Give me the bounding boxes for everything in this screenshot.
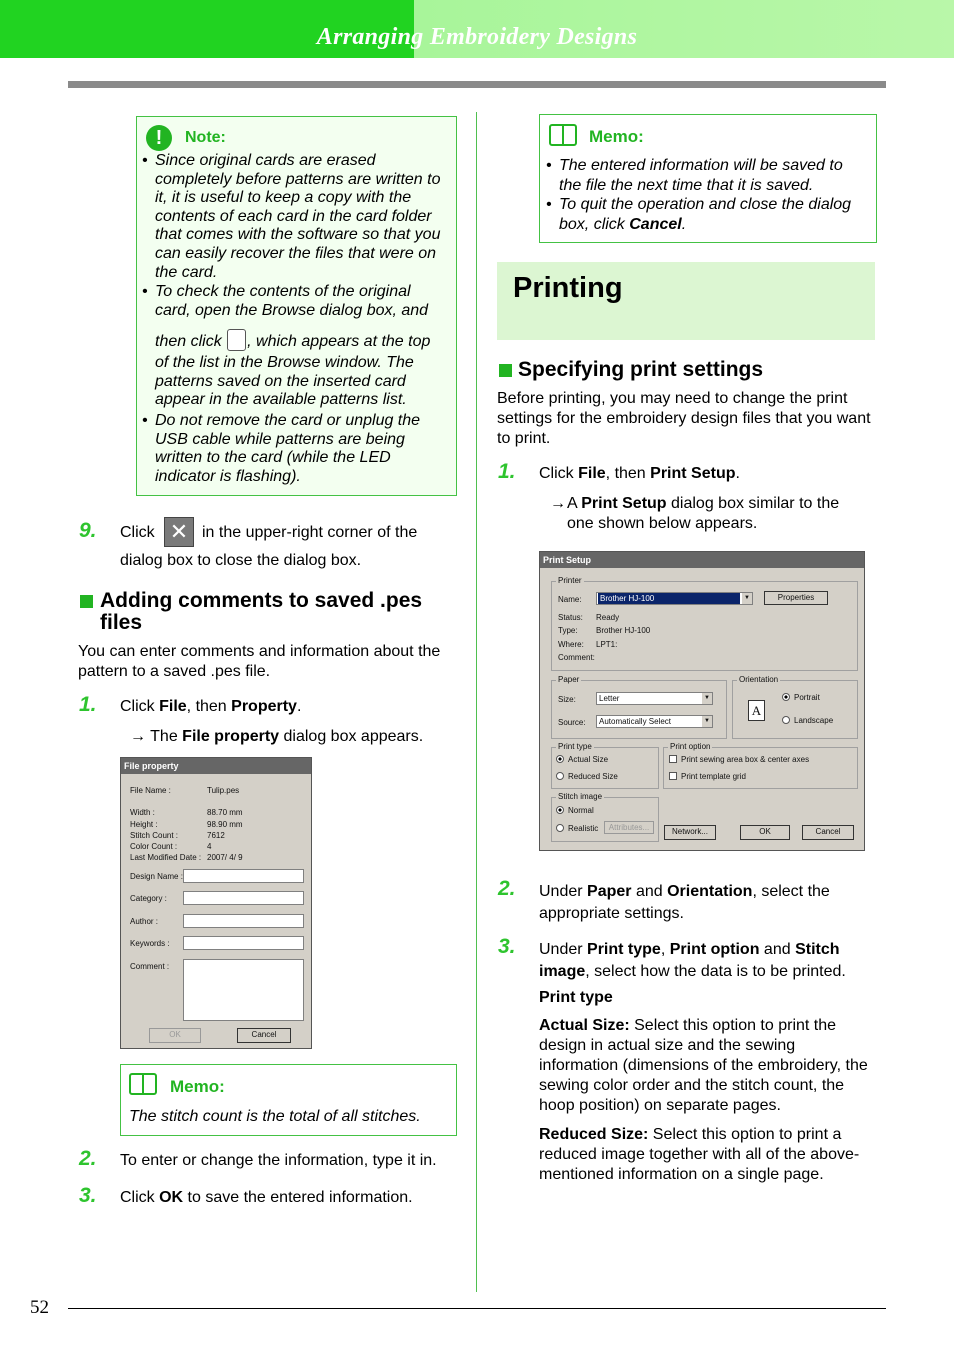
section-title-comments: Adding comments to saved .pes files (100, 589, 423, 634)
step-3-text-right: Under Print type, Print option and Stitch image, select how the data is to be printed. (539, 941, 846, 980)
printer-name-select[interactable]: Brother HJ-100 ▼ (596, 592, 753, 605)
memo-text-left: The stitch count is the total of all stitches. (129, 1108, 421, 1125)
print-ok-button[interactable]: OK (740, 825, 790, 840)
where-label: Where: (558, 640, 584, 649)
type-value: Brother HJ-100 (596, 626, 651, 635)
chevron-down-icon: ▼ (702, 716, 712, 727)
note-icon: ! (146, 125, 172, 151)
info-label: File Name : (130, 786, 171, 795)
status-value: Ready (596, 613, 620, 622)
step-1-result: → The File property dialog box appears. (130, 728, 424, 745)
portrait-preview-icon: A (748, 700, 765, 721)
actual-size-description: Actual Size: Select this option to print the design in actual size and the sewing information (dimensions of the embroidery, the sewing color order and the stitch count, the hoop position) on separate pages. (539, 1017, 868, 1114)
properties-button[interactable]: Properties (764, 591, 828, 605)
author-label: Author : (130, 917, 159, 926)
network-button[interactable]: Network... (664, 825, 716, 840)
print-type-group: Print type (551, 747, 659, 789)
info-value: 7612 (207, 831, 225, 840)
info-value: 98.90 mm (207, 820, 243, 829)
status-label: Status: (558, 613, 583, 622)
comment-label: Comment : (130, 962, 170, 971)
memo-box-left (120, 1064, 457, 1136)
stitch-image-group: Stitch image (551, 797, 659, 842)
print-cancel-button[interactable]: Cancel (802, 825, 854, 840)
file-property-title: File property (121, 758, 311, 774)
step-9-text-post: in the upper-right corner of the (202, 524, 418, 541)
note-title: Note: (185, 129, 226, 146)
normal-radio[interactable]: Normal (556, 806, 594, 815)
size-label: Size: (558, 695, 576, 704)
step-9-text-line2: dialog box to close the dialog box. (120, 552, 362, 569)
memo-bullet-2: • To quit the operation and close the dialog box, click Cancel. (546, 196, 852, 233)
header-band (0, 0, 954, 58)
category-field[interactable] (183, 891, 304, 905)
step-2-number-right: 2. (498, 877, 516, 900)
print-intro: Before printing, you may need to change the print settings for the embroidery design files that you want to print. (497, 390, 871, 447)
note-bullet-2-cont: of the list in the Browse window. The patterns saved on the inserted card appear in the available patterns list. (155, 354, 414, 409)
info-label: Stitch Count : (130, 831, 179, 840)
type-label: Type: (558, 626, 578, 635)
reduced-size-description: Reduced Size: Select this option to print a reduced image together with all of the above-mentioned information on a single page. (539, 1126, 860, 1183)
note-bullet-3: • Do not remove the card or unplug the USB cable while patterns are being written to the card (while the LED indicator is flashing). (142, 412, 421, 485)
step-1-number-right: 1. (498, 460, 516, 483)
step-9-text: Click (120, 524, 155, 541)
print-type-heading: Print type (539, 989, 613, 1006)
step-2-number: 2. (79, 1147, 97, 1170)
keywords-field[interactable] (183, 936, 304, 950)
comment-field[interactable] (183, 959, 304, 1021)
chevron-down-icon: ▼ (742, 593, 752, 604)
step-1-number: 1. (79, 693, 97, 716)
paper-group: Paper (551, 680, 727, 739)
design-name-label: Design Name : (130, 872, 183, 881)
close-icon: ✕ (164, 517, 194, 547)
sewing-area-checkbox[interactable]: Print sewing area box & center axes (669, 755, 809, 764)
print-option-group: Print option (663, 747, 858, 789)
orientation-group: Orientation (732, 680, 858, 739)
printer-group: Printer (551, 581, 858, 671)
comments-intro: You can enter comments and information about the pattern to a saved .pes file. (78, 643, 441, 680)
keywords-label: Keywords : (130, 939, 170, 948)
info-label: Width : (130, 808, 155, 817)
note-bullet-2-then: then click , which appears at the top (155, 329, 455, 352)
reduced-size-radio[interactable]: Reduced Size (556, 772, 618, 781)
info-value: 4 (207, 842, 212, 851)
printing-title: Printing (513, 272, 623, 304)
info-value: Tulip.pes (207, 786, 240, 795)
category-label: Category : (130, 894, 167, 903)
step-9-number: 9. (79, 519, 97, 542)
chevron-down-icon: ▼ (702, 693, 712, 704)
info-label: Color Count : (130, 842, 178, 851)
author-field[interactable] (183, 914, 304, 928)
note-bullet-2: • To check the contents of the original card, open the Browse dialog box, and (142, 283, 429, 319)
step-1-text: Click File, then Property. (120, 698, 302, 715)
landscape-radio[interactable]: Landscape (782, 716, 833, 725)
footer-rule (68, 1308, 886, 1309)
memo-title-left: Memo: (170, 1077, 225, 1096)
paper-source-select[interactable]: Automatically Select ▼ (596, 715, 713, 728)
book-icon (129, 1073, 157, 1095)
note-box (136, 116, 457, 496)
note-bullet-1: • Since original cards are erased completely before patterns are written to it, it is useful to keep a copy with the contents of each card in the card folder that comes with the software so that you can easily recover the files that were on the card. (142, 152, 441, 281)
cancel-button[interactable]: Cancel (237, 1028, 291, 1043)
memo-bullet-1: • The entered information will be saved to the file the next time that it is saved. (546, 157, 843, 194)
step-2-text: To enter or change the information, type it in. (120, 1152, 437, 1169)
design-name-field[interactable] (183, 869, 304, 883)
step-3-number: 3. (79, 1184, 97, 1207)
header-title: Arranging Embroidery Designs (316, 24, 638, 50)
header-rule (68, 81, 886, 88)
page-number: 52 (30, 1297, 49, 1318)
step-1-result-right: → A Print Setup dialog box similar to the one shown below appears. (550, 495, 840, 532)
column-divider (476, 112, 477, 1292)
step-2-text-right: Under Paper and Orientation, select the appropriate settings. (539, 883, 830, 922)
where-value: LPT1: (596, 640, 618, 649)
book-icon (549, 124, 577, 146)
attributes-button[interactable]: Attributes... (604, 821, 654, 834)
printing-band (497, 262, 875, 340)
info-label: Last Modified Date : (130, 853, 202, 862)
step-3-number-right: 3. (498, 935, 516, 958)
info-value: 2007/ 4/ 9 (207, 853, 243, 862)
name-label: Name: (558, 595, 582, 604)
file-property-dialog (120, 757, 312, 1049)
section-title-print: Specifying print settings (518, 358, 764, 381)
print-setup-title: Print Setup (540, 552, 864, 568)
source-label: Source: (558, 718, 586, 727)
comment-label-print: Comment: (558, 653, 595, 662)
print-setup-dialog (539, 551, 865, 851)
info-value: 88.70 mm (207, 808, 243, 817)
info-label: Height : (130, 820, 158, 829)
template-grid-checkbox[interactable]: Print template grid (669, 772, 746, 781)
memo-box-right (539, 114, 877, 243)
memo-title-right: Memo: (589, 127, 644, 146)
actual-size-radio[interactable]: Actual Size (556, 755, 608, 764)
portrait-radio[interactable]: Portrait (782, 693, 820, 702)
section-marker (499, 364, 512, 377)
ok-button[interactable]: OK (149, 1028, 201, 1043)
section-marker (80, 595, 93, 608)
browse-top-icon (227, 329, 246, 351)
step-3-text: Click OK to save the entered information. (120, 1189, 413, 1206)
realistic-radio[interactable]: Realistic (556, 824, 598, 833)
paper-size-select[interactable]: Letter ▼ (596, 692, 713, 705)
step-1-text-right: Click File, then Print Setup. (539, 465, 740, 482)
